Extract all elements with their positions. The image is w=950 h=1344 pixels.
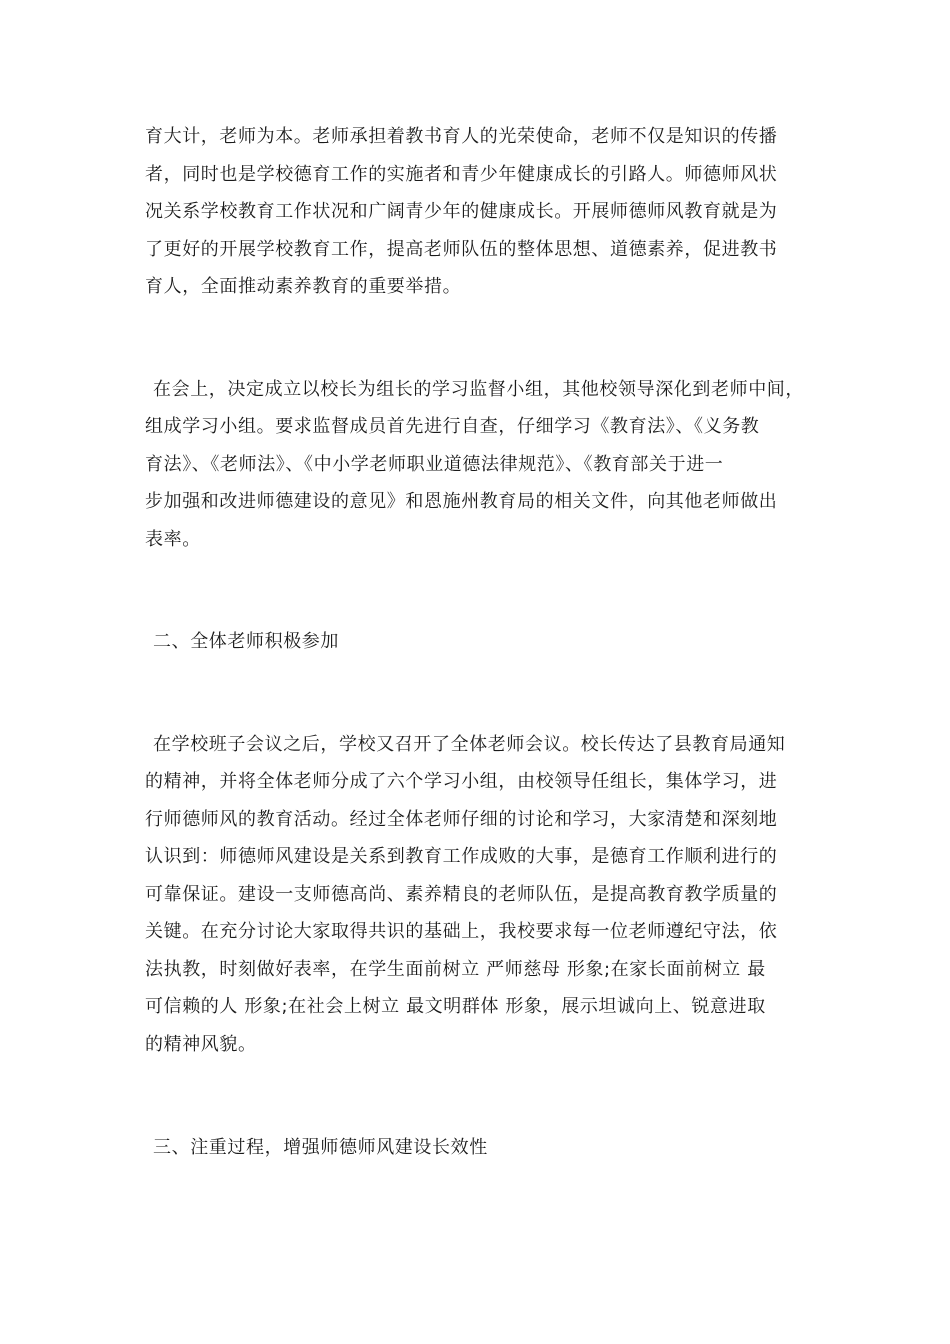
paragraph-line: 关键。在充分讨论大家取得共识的基础上，我校要求每一位老师遵纪守法，依 bbox=[145, 921, 778, 942]
paragraph-line: 者，同时也是学校德育工作的实施者和青少年健康成长的引路人。师德师风状 bbox=[145, 164, 778, 185]
paragraph-line: 在学校班子会议之后，学校又召开了全体老师会议。校长传达了县教育局通知 bbox=[153, 734, 786, 755]
paragraph-line: 况关系学校教育工作状况和广阔青少年的健康成长。开展师德师风教育就是为 bbox=[145, 201, 778, 222]
paragraph-line: 在会上，决定成立以校长为组长的学习监督小组，其他校领导深化到老师中间， bbox=[153, 379, 804, 400]
paragraph-line: 可靠保证。建设一支师德高尚、素养精良的老师队伍，是提高教育教学质量的 bbox=[145, 884, 778, 905]
paragraph-line: 组成学习小组。要求监督成员首先进行自查，仔细学习《教育法》、《义务教 bbox=[145, 416, 760, 437]
paragraph-line: 的精神，并将全体老师分成了六个学习小组，由校领导任组长，集体学习，进 bbox=[145, 771, 778, 792]
paragraph-line: 了更好的开展学校教育工作，提高老师队伍的整体思想、道德素养，促进教书 bbox=[145, 239, 778, 260]
paragraph-line: 行师德师风的教育活动。经过全体老师仔细的讨论和学习，大家清楚和深刻地 bbox=[145, 809, 778, 830]
paragraph-line: 育人，全面推动素养教育的重要举措。 bbox=[145, 276, 462, 297]
paragraph-line: 认识到：师德师风建设是关系到教育工作成败的大事，是德育工作顺利进行的 bbox=[145, 846, 778, 867]
paragraph-line: 育大计，老师为本。老师承担着教书育人的光荣使命，老师不仅是知识的传播 bbox=[145, 126, 778, 147]
paragraph-line: 育法》、《老师法》、《中小学老师职业道德法律规范》、《教育部关于进一 bbox=[145, 454, 724, 475]
section-heading: 三、注重过程，增强师德师风建设长效性 bbox=[153, 1137, 488, 1158]
section-heading: 二、全体老师积极参加 bbox=[153, 631, 339, 652]
paragraph-line: 法执教，时刻做好表率，在学生面前树立 严师慈母 形象;在家长面前树立 最 bbox=[145, 959, 766, 980]
paragraph-line: 步加强和改进师德建设的意见》和恩施州教育局的相关文件，向其他老师做出 bbox=[145, 491, 778, 512]
paragraph-line: 表率。 bbox=[145, 529, 201, 550]
paragraph-line: 可信赖的人 形象;在社会上树立 最文明群体 形象，展示坦诚向上、锐意进取 bbox=[145, 996, 766, 1017]
paragraph-line: 的精神风貌。 bbox=[145, 1034, 257, 1055]
